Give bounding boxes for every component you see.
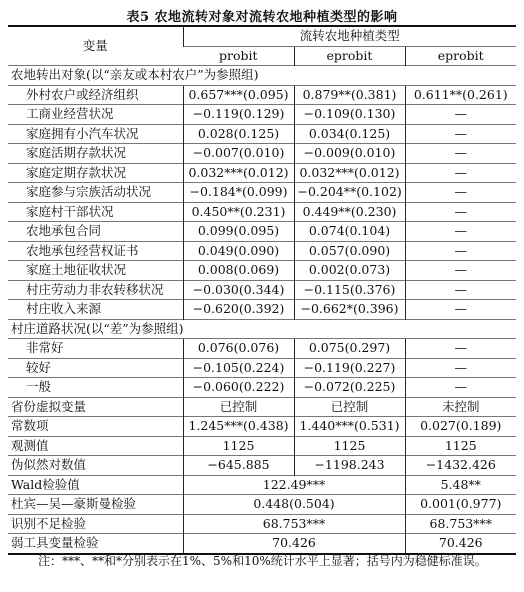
table-row [8,144,516,164]
row-label: 村庄劳动力非农转移状况 [8,280,183,300]
row-label: 伪似然对数值 [8,456,183,476]
cell-1: 0.076(0.076) [183,339,294,359]
cell-1: −0.030(0.344) [183,280,294,300]
cell-2: 1.440***(0.531) [294,417,405,437]
underid-row [8,514,516,534]
cell-2: 0.057(0.090) [294,241,405,261]
cell-2: −1198.243 [294,456,405,476]
cell-2: −0.115(0.376) [294,280,405,300]
cell-3: — [405,378,516,398]
cell-1: 0.032***(0.012) [183,163,294,183]
table-row [8,202,516,222]
cell-3: 1125 [405,436,516,456]
cell-3: −1432.426 [405,456,516,476]
cell-3: 68.753*** [405,514,516,534]
cell-2: 0.074(0.104) [294,222,405,242]
cell-2: 已控制 [294,397,405,417]
cell-2: 0.034(0.125) [294,124,405,144]
merged-cell: 68.753*** [183,514,405,534]
table-row [8,378,516,398]
cell-3: — [405,280,516,300]
cell-1: −0.184*(0.099) [183,183,294,203]
table-note: 注：***、**和*分别表示在1%、5%和10%统计水平上显著；括号内为稳健标准误。 [38,554,487,568]
cell-2: −0.204**(0.102) [294,183,405,203]
row-label: 杜宾—吴—豪斯曼检验 [8,495,183,515]
cell-3: — [405,241,516,261]
cell-1: −0.060(0.222) [183,378,294,398]
header-model-2: eprobit [294,46,405,66]
row-label: 观测值 [8,436,183,456]
cell-1: 1125 [183,436,294,456]
header-row-1 [8,26,516,46]
cell-2: 0.879**(0.381) [294,85,405,105]
cell-3: — [405,124,516,144]
row-label: 家庭村干部状况 [8,202,183,222]
merged-cell: 122.49*** [183,475,405,495]
cell-2: 0.075(0.297) [294,339,405,359]
cell-1: 1.245***(0.438) [183,417,294,437]
header-group: 流转农地种植类型 [183,26,516,46]
row-label: 家庭拥有小汽车状况 [8,124,183,144]
cell-1: 0.099(0.095) [183,222,294,242]
cell-3: 未控制 [405,397,516,417]
table-row [8,417,516,437]
weakiv-row [8,534,516,554]
row-label: 弱工具变量检验 [8,534,183,554]
group1-title: 农地转出对象(以“亲友或本村农户”为参照组) [8,66,516,86]
cell-3: — [405,105,516,125]
row-label: 较好 [8,358,183,378]
table-row [8,300,516,320]
header-variable: 变量 [8,26,183,66]
cell-2: 0.002(0.073) [294,261,405,281]
cell-3: — [405,183,516,203]
cell-2: 1125 [294,436,405,456]
cell-1: 0.008(0.069) [183,261,294,281]
table-row [8,280,516,300]
row-label: 识别不足检验 [8,514,183,534]
cell-1: −0.007(0.010) [183,144,294,164]
row-label: 工商业经营状况 [8,105,183,125]
table-row [8,124,516,144]
cell-2: −0.119(0.227) [294,358,405,378]
row-label: 家庭定期存款状况 [8,163,183,183]
cell-3: 0.027(0.189) [405,417,516,437]
table-row [8,241,516,261]
cell-3: — [405,163,516,183]
row-label: 家庭活期存款状况 [8,144,183,164]
cell-3: 70.426 [405,534,516,554]
row-label: 一般 [8,378,183,398]
cell-1: −0.620(0.392) [183,300,294,320]
cell-3: — [405,261,516,281]
row-label: 家庭参与宗族活动状况 [8,183,183,203]
row-label: 村庄收入来源 [8,300,183,320]
cell-3: — [405,222,516,242]
table-row [8,456,516,476]
cell-1: 0.049(0.090) [183,241,294,261]
table-row [8,105,516,125]
row-label: 农地承包合同 [8,222,183,242]
cell-1: 0.450**(0.231) [183,202,294,222]
cell-3: — [405,202,516,222]
row-label: 家庭土地征收状况 [8,261,183,281]
table-row [8,85,516,105]
cell-1: 已控制 [183,397,294,417]
cell-3: — [405,339,516,359]
row-label: 省份虚拟变量 [8,397,183,417]
cell-1: 0.028(0.125) [183,124,294,144]
group2-title-row [8,319,516,339]
table-row [8,222,516,242]
table-row [8,339,516,359]
cell-2: −0.009(0.010) [294,144,405,164]
merged-cell: 70.426 [183,534,405,554]
cell-2: −0.662*(0.396) [294,300,405,320]
table-row [8,163,516,183]
row-label: 农地承包经营权证书 [8,241,183,261]
row-label: 外村农户或经济组织 [8,85,183,105]
table-row [8,397,516,417]
header-model-1: probit [183,46,294,66]
cell-1: −0.105(0.224) [183,358,294,378]
cell-3: — [405,144,516,164]
header-model-3: eprobit [405,46,516,66]
durbin-row [8,495,516,515]
cell-3: 0.001(0.977) [405,495,516,515]
row-label: 常数项 [8,417,183,437]
regression-table [8,25,516,555]
cell-2: −0.109(0.130) [294,105,405,125]
cell-1: 0.657***(0.095) [183,85,294,105]
wald-row [8,475,516,495]
cell-2: −0.072(0.225) [294,378,405,398]
cell-3: 0.611**(0.261) [405,85,516,105]
cell-2: 0.032***(0.012) [294,163,405,183]
cell-1: −645.885 [183,456,294,476]
merged-cell: 0.448(0.504) [183,495,405,515]
row-label: Wald检验值 [8,475,183,495]
table-row [8,261,516,281]
cell-3: — [405,300,516,320]
table-row [8,183,516,203]
row-label: 非常好 [8,339,183,359]
group1-title-row [8,66,516,86]
cell-1: −0.119(0.129) [183,105,294,125]
table-title: 表5 农地流转对象对流转农地种植类型的影响 [126,10,398,25]
group2-title: 村庄道路状况(以“差”为参照组) [8,319,516,339]
cell-3: — [405,358,516,378]
cell-2: 0.449**(0.230) [294,202,405,222]
table-row [8,358,516,378]
table-row [8,436,516,456]
cell-3: 5.48** [405,475,516,495]
